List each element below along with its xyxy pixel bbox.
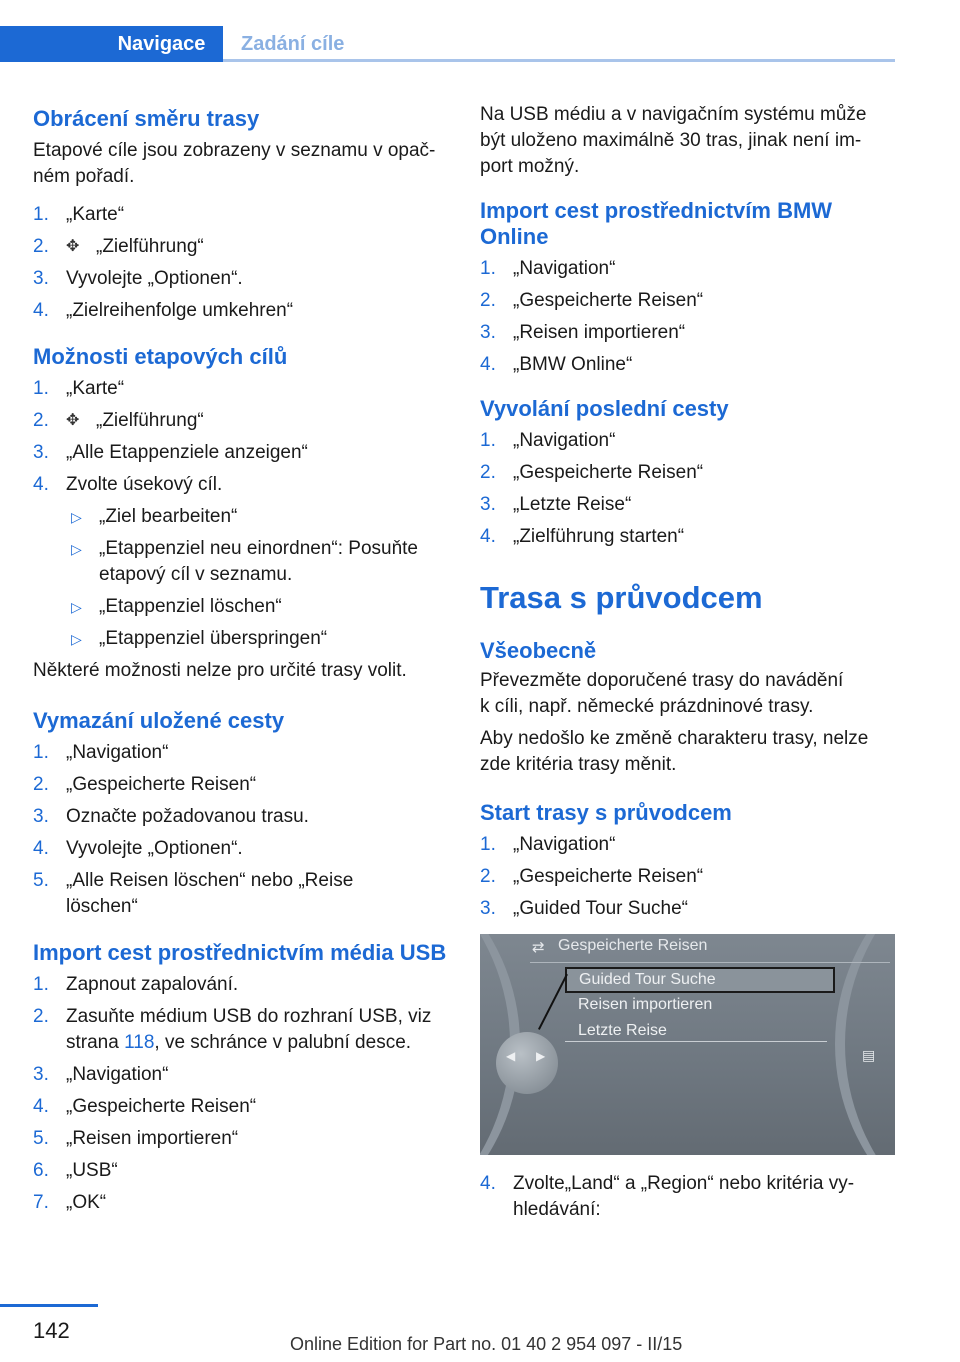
list-item bbox=[480, 428, 894, 454]
step-text: „Gespeicherte Reisen“ bbox=[513, 290, 704, 311]
section-heading: Všeobecně bbox=[480, 638, 597, 663]
header-bar bbox=[0, 26, 100, 62]
step-number: 4. bbox=[480, 1173, 496, 1194]
chapter-title: Trasa s průvodcem bbox=[480, 580, 763, 615]
sub-text: „Ziel bearbeiten“ bbox=[99, 506, 238, 527]
list-item bbox=[33, 440, 447, 466]
step-number: 4. bbox=[33, 838, 49, 859]
step-text: „Zielführung starten“ bbox=[513, 526, 685, 547]
list-item bbox=[480, 864, 894, 890]
last-steps bbox=[480, 428, 894, 550]
section-heading: Import cest prostřednictvím BMW Online bbox=[480, 198, 833, 249]
left-column bbox=[33, 98, 447, 1222]
list-item bbox=[480, 832, 894, 858]
step-text: Zvolte„Land“ a „Region“ nebo kritéria vy- hledávání: bbox=[513, 1173, 855, 1220]
list-item bbox=[480, 288, 894, 314]
step-number: 2. bbox=[480, 866, 496, 887]
step-number: 3. bbox=[480, 322, 496, 343]
step-text: „Karte“ bbox=[66, 204, 125, 225]
step-number: 2. bbox=[480, 290, 496, 311]
step-number: 4. bbox=[33, 1096, 49, 1117]
list-item bbox=[33, 740, 447, 766]
step-text: „Navigation“ bbox=[513, 834, 616, 855]
list-item bbox=[33, 234, 447, 260]
header-subsection-tab[interactable]: Zadání cíle bbox=[241, 32, 345, 55]
step-number: 3. bbox=[33, 1064, 49, 1085]
step-text: , ve schránce v palubní desce. bbox=[154, 1032, 412, 1053]
header-divider bbox=[223, 59, 895, 62]
list-item bbox=[33, 594, 447, 620]
step-text: „Navigation“ bbox=[66, 1064, 169, 1085]
step-text: „Gespeicherte Reisen“ bbox=[66, 774, 257, 795]
step-text: Zapnout zapalování. bbox=[66, 974, 239, 995]
step-number: 1. bbox=[33, 378, 49, 399]
bmw-steps bbox=[480, 256, 894, 378]
list-item bbox=[33, 836, 447, 862]
list-item bbox=[480, 524, 894, 550]
list-item bbox=[480, 320, 894, 346]
step-number: 3. bbox=[480, 494, 496, 515]
step-text: „Karte“ bbox=[66, 378, 125, 399]
options-sublist bbox=[33, 504, 447, 652]
section-heading: Možnosti etapových cílů bbox=[33, 344, 288, 369]
section-heading: Vymazání uložené cesty bbox=[33, 708, 285, 733]
list-item bbox=[480, 896, 894, 922]
route-guidance-icon: ✥ bbox=[66, 412, 80, 429]
step-text: Označte požadovanou trasu. bbox=[66, 806, 309, 827]
step-number: 2. bbox=[480, 462, 496, 483]
right-column bbox=[480, 98, 894, 1229]
step-text: Vyvolejte „Optionen“. bbox=[66, 268, 243, 289]
step-number: 1. bbox=[480, 834, 496, 855]
step-number: 3. bbox=[33, 806, 49, 827]
saved-trips-icon: ⇄ bbox=[532, 939, 545, 956]
usb-note: Na USB médiu a v navigačním systému může být uloženo maximálně 30 tras, jinak není im- port možný. bbox=[480, 104, 867, 177]
step-number: 3. bbox=[33, 268, 49, 289]
step-text: „Alle Reisen löschen“ nebo „Reise löschen“ bbox=[66, 870, 354, 917]
step-text: „Guided Tour Suche“ bbox=[513, 898, 688, 919]
list-item bbox=[33, 772, 447, 798]
menu-divider bbox=[565, 1041, 827, 1042]
step-text: Zasuňte médium USB do rozhraní USB, viz strana bbox=[66, 1006, 432, 1053]
step-text: „USB“ bbox=[66, 1160, 118, 1181]
menu-item-import[interactable]: Reisen importieren bbox=[578, 996, 713, 1013]
options-icon: ▤ bbox=[862, 1047, 876, 1063]
step-text: „Reisen importieren“ bbox=[66, 1128, 239, 1149]
header-section-tab[interactable]: Navigace bbox=[100, 26, 223, 62]
step-text: „Alle Etappenziele anzeigen“ bbox=[66, 442, 308, 463]
step-number: 3. bbox=[33, 442, 49, 463]
sub-text: „Etappenziel überspringen“ bbox=[99, 628, 328, 649]
callout-line bbox=[538, 974, 568, 1030]
options-note: Některé možnosti nelze pro určité trasy volit. bbox=[33, 660, 407, 681]
route-guidance-icon: ✥ bbox=[66, 238, 80, 255]
step-text: „Navigation“ bbox=[66, 742, 169, 763]
arrow-right-icon: ▶ bbox=[536, 1049, 546, 1063]
step-text: „Gespeicherte Reisen“ bbox=[513, 462, 704, 483]
list-item bbox=[480, 492, 894, 518]
list-item bbox=[480, 460, 894, 486]
list-item bbox=[33, 202, 447, 228]
general-text: Aby nedošlo ke změně charakteru trasy, nelze zde kritéria trasy měnit. bbox=[480, 728, 869, 775]
list-item bbox=[33, 1158, 447, 1184]
list-item bbox=[33, 1126, 447, 1152]
list-item bbox=[33, 376, 447, 402]
screen-frame-arc bbox=[835, 934, 895, 1155]
step-text: Zvolte úsekový cíl. bbox=[66, 474, 223, 495]
step-text: „Zielreihenfolge umkehren“ bbox=[66, 300, 294, 321]
step-text: „Reisen importieren“ bbox=[513, 322, 686, 343]
screen-divider bbox=[530, 962, 890, 963]
idrive-screenshot bbox=[480, 934, 895, 1155]
step-number: 4. bbox=[33, 300, 49, 321]
triangle-bullet-icon: ▷ bbox=[71, 631, 82, 647]
step-number: 1. bbox=[480, 258, 496, 279]
step-number: 1. bbox=[33, 742, 49, 763]
step-number: 2. bbox=[33, 774, 49, 795]
menu-item-last-trip[interactable]: Letzte Reise bbox=[578, 1022, 667, 1039]
list-item bbox=[33, 408, 447, 434]
list-item bbox=[480, 256, 894, 282]
list-item bbox=[33, 1062, 447, 1088]
reverse-steps bbox=[33, 202, 447, 324]
controller-icon bbox=[496, 1032, 558, 1094]
step-text: „Gespeicherte Reisen“ bbox=[66, 1096, 257, 1117]
step-number: 7. bbox=[33, 1192, 49, 1213]
triangle-bullet-icon: ▷ bbox=[71, 541, 82, 557]
section-heading: Start trasy s průvodcem bbox=[480, 800, 732, 825]
options-steps bbox=[33, 376, 447, 498]
guided-steps-continued bbox=[480, 1171, 894, 1223]
triangle-bullet-icon: ▷ bbox=[71, 509, 82, 525]
delete-steps bbox=[33, 740, 447, 920]
general-text: Převezměte doporučené trasy do navádění k cíli, např. německé prázdninové trasy. bbox=[480, 670, 844, 717]
list-item bbox=[33, 298, 447, 324]
step-number: 4. bbox=[480, 526, 496, 547]
step-number: 2. bbox=[33, 1006, 49, 1027]
step-number: 5. bbox=[33, 870, 49, 891]
list-item bbox=[33, 804, 447, 830]
step-text: „Zielführung“ bbox=[96, 410, 204, 431]
step-number: 2. bbox=[33, 410, 49, 431]
list-item bbox=[33, 868, 447, 920]
triangle-bullet-icon: ▷ bbox=[71, 599, 82, 615]
list-item bbox=[480, 1171, 894, 1223]
page-number: 142 bbox=[33, 1318, 70, 1343]
page-reference-link[interactable]: 118 bbox=[124, 1032, 155, 1053]
list-item bbox=[33, 972, 447, 998]
step-number: 2. bbox=[33, 236, 49, 257]
guided-steps bbox=[480, 832, 894, 922]
section-heading: Import cest prostřednictvím média USB bbox=[33, 940, 447, 965]
step-text: „BMW Online“ bbox=[513, 354, 633, 375]
list-item bbox=[33, 504, 447, 530]
page-number-rule bbox=[0, 1304, 98, 1307]
sub-text: „Etappenziel neu einordnen“: Posuňte etapový cíl v seznamu. bbox=[99, 538, 419, 585]
step-number: 4. bbox=[480, 354, 496, 375]
list-item bbox=[480, 352, 894, 378]
screen-title: Gespeicherte Reisen bbox=[558, 937, 708, 954]
sub-text: „Etappenziel löschen“ bbox=[99, 596, 282, 617]
menu-item-guided-tour[interactable]: Guided Tour Suche bbox=[565, 967, 835, 993]
step-number: 1. bbox=[33, 204, 49, 225]
step-number: 4. bbox=[33, 474, 49, 495]
list-item bbox=[33, 1190, 447, 1216]
list-item bbox=[33, 266, 447, 292]
arrow-left-icon: ◀ bbox=[506, 1049, 516, 1063]
step-number: 5. bbox=[33, 1128, 49, 1149]
step-text: Vyvolejte „Optionen“. bbox=[66, 838, 243, 859]
section-heading: Vyvolání poslední cesty bbox=[480, 396, 729, 421]
step-text: „Gespeicherte Reisen“ bbox=[513, 866, 704, 887]
list-item bbox=[33, 626, 447, 652]
edition-footer: Online Edition for Part no. 01 40 2 954 097 - II/15 bbox=[290, 1334, 683, 1354]
list-item bbox=[33, 472, 447, 498]
list-item bbox=[33, 1094, 447, 1120]
step-text: „Zielführung“ bbox=[96, 236, 204, 257]
step-number: 6. bbox=[33, 1160, 49, 1181]
step-number: 3. bbox=[480, 898, 496, 919]
list-item bbox=[33, 1004, 447, 1056]
step-text: „Navigation“ bbox=[513, 430, 616, 451]
section-heading: Obrácení směru trasy bbox=[33, 106, 260, 131]
step-number: 1. bbox=[480, 430, 496, 451]
step-text: „Navigation“ bbox=[513, 258, 616, 279]
list-item bbox=[33, 536, 447, 588]
usb-steps bbox=[33, 972, 447, 1216]
section-text: Etapové cíle jsou zobrazeny v seznamu v opač- ném pořadí. bbox=[33, 140, 436, 187]
step-text: „OK“ bbox=[66, 1192, 107, 1213]
step-number: 1. bbox=[33, 974, 49, 995]
step-text: „Letzte Reise“ bbox=[513, 494, 632, 515]
